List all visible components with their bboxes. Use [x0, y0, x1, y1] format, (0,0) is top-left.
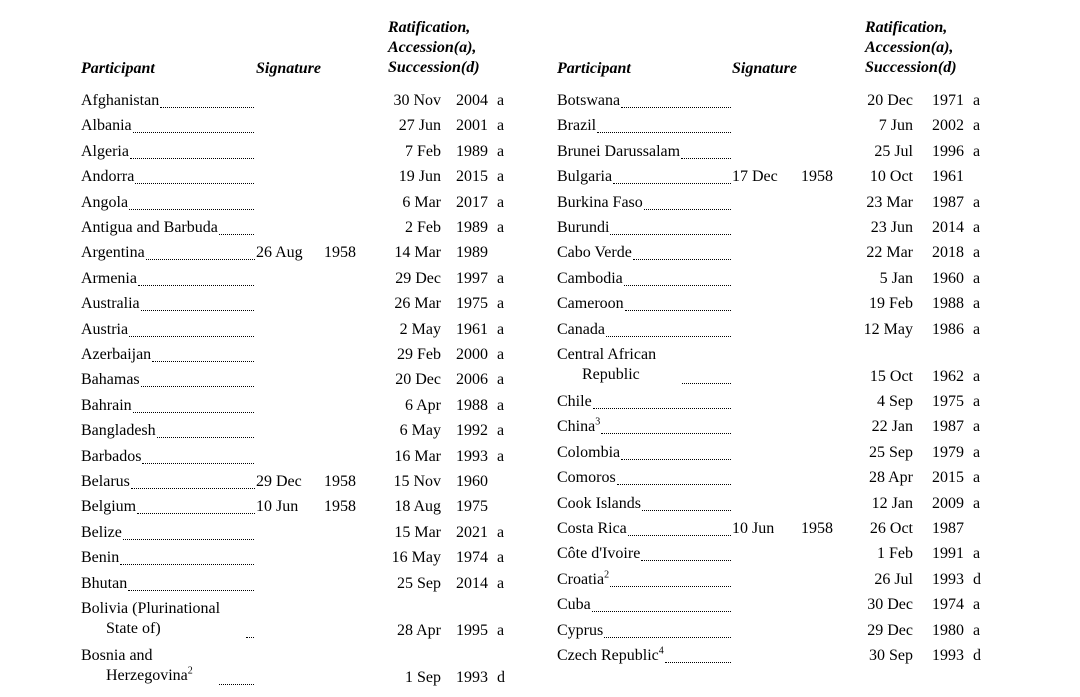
participant-name [557, 294, 624, 314]
ratification-year: 2002 [932, 117, 964, 135]
participant-name-line: Herzegovina$^2$ [106, 665, 193, 684]
ratification-year: 2000 [456, 346, 488, 363]
ratification-year: 2006 [456, 371, 488, 389]
participant-name-line: Azerbaijan [81, 346, 152, 363]
ratification-type: a [973, 269, 981, 287]
table-row [0, 218, 1080, 243]
header-ratification-left [388, 18, 480, 78]
ratification-year: 2018 [932, 244, 964, 262]
signature-date: 17 Dec [732, 168, 778, 186]
participant-name [557, 193, 643, 213]
ratification-type: a [973, 193, 981, 211]
leader-dots [610, 584, 731, 587]
ratification-date: 7 Jun [878, 117, 913, 135]
leader-dots [644, 207, 731, 210]
ratification-year: 2014 [932, 219, 964, 236]
ratification-year: 1986 [932, 320, 964, 338]
ratification-date: 22 Jan [871, 418, 913, 436]
participant-name-line: State of) [106, 620, 161, 637]
header-succession-line: Succession(d) [388, 59, 480, 76]
ratification-date: 23 Jun [870, 219, 913, 236]
participant-name-line: Bulgaria [557, 168, 613, 186]
participant-name [557, 218, 609, 238]
ratification-date: 12 May [863, 320, 913, 338]
participant-name-line: Albania [81, 117, 132, 135]
participant-name [557, 243, 632, 263]
ratification-type: a [973, 596, 981, 614]
table-row [0, 494, 1080, 519]
ratification-type: a [973, 142, 981, 160]
ratification-type: a [973, 320, 981, 338]
leader-dots [624, 283, 731, 286]
ratification-type: a [497, 92, 505, 109]
ratification-date: 20 Dec [867, 92, 913, 109]
participant-name-line: Comoros [557, 469, 616, 487]
ratification-year: 1993 [932, 647, 964, 664]
table-row [0, 595, 1080, 620]
ratification-type: a [497, 117, 505, 135]
participant-name-line: Czech Republic$^4$ [557, 645, 664, 664]
ratification-date: 29 Dec [395, 269, 441, 287]
ratification-year: 1975 [456, 498, 488, 516]
table-row [0, 392, 1080, 417]
signature-date: 29 Dec [256, 473, 302, 490]
ratification-type: a [497, 396, 505, 414]
participant-name [557, 269, 623, 289]
table-row [0, 142, 1080, 167]
ratification-date: 5 Jan [879, 269, 913, 287]
ratification-year: 1975 [456, 295, 488, 313]
ratification-type: d [497, 669, 505, 686]
participant-name-line: Cameroon [557, 295, 624, 313]
participant-name [557, 595, 591, 615]
ratification-date: 6 Mar [402, 193, 441, 211]
table-row [0, 443, 1080, 468]
ratification-type: a [497, 549, 505, 567]
participant-name-line: Côte d'Ivoire [557, 545, 641, 563]
participant-name-line: Argentina [81, 244, 145, 262]
participant-name-line: Bahamas [81, 371, 140, 389]
ratification-date: 16 Mar [394, 447, 441, 465]
participant-name [557, 417, 600, 437]
signature-year: 1958 [801, 168, 833, 186]
table-row [0, 345, 1080, 392]
ratification-year: 1974 [932, 596, 964, 614]
ratification-date: 14 Mar [394, 244, 441, 262]
ratification-year: 2015 [456, 168, 488, 186]
ratification-year: 1975 [932, 393, 964, 410]
table-row [0, 116, 1080, 141]
participant-name-line: Botswana [557, 92, 621, 109]
participant-name-line: Croatia$^2$ [557, 569, 610, 588]
signature-date: 10 Jun [732, 520, 775, 537]
ratification-type: a [973, 393, 981, 410]
ratification-date: 4 Sep [877, 393, 913, 410]
ratification-type: d [973, 647, 981, 664]
leader-dots [641, 558, 731, 561]
ratification-date: 6 Apr [405, 396, 441, 414]
table-row [0, 243, 1080, 268]
ratification-type: a [973, 443, 981, 461]
header-participant-right: Participant [557, 60, 631, 77]
ratification-year: 1992 [456, 422, 488, 440]
ratification-type: d [973, 570, 981, 588]
ratification-year: 1993 [932, 570, 964, 588]
leader-dots [604, 635, 731, 638]
participant-name-line: Benin [81, 549, 120, 567]
signature-year: 1958 [801, 520, 833, 537]
participant-name-line: Burundi [557, 219, 610, 236]
table-row [0, 320, 1080, 345]
ratification-year: 1989 [456, 244, 488, 262]
ratification-type: a [973, 621, 981, 639]
participant-name-line: Canada [557, 320, 605, 338]
ratification-type: a [497, 622, 505, 639]
ratification-year: 1989 [456, 142, 488, 160]
leader-dots [681, 156, 731, 159]
ratification-date: 19 Feb [869, 295, 913, 313]
ratification-year: 1993 [456, 447, 488, 465]
ratification-date: 7 Feb [405, 142, 441, 160]
ratification-year: 2017 [456, 193, 488, 211]
header-signature-right: Signature [732, 60, 797, 77]
participant-name [557, 468, 616, 488]
leader-dots [642, 508, 731, 511]
signature-year: 1958 [324, 473, 356, 490]
participant-name-line: Belgium [81, 498, 137, 516]
header-ratification-right [865, 18, 957, 78]
ratification-year: 1997 [456, 269, 488, 287]
header-ratification-line: Ratification, [388, 19, 471, 36]
participant-name [557, 167, 612, 187]
ratification-year: 1989 [456, 219, 488, 236]
ratification-type: a [497, 193, 505, 211]
ratification-type: a [973, 219, 981, 236]
participant-name-line: Costa Rica [557, 520, 627, 537]
participant-name-line: Armenia [81, 269, 137, 287]
participant-name-line: Algeria [81, 142, 129, 160]
participant-name-line: Bahrain [81, 396, 132, 414]
leader-dots [621, 457, 731, 460]
leader-dots [610, 232, 731, 235]
ratification-date: 25 Sep [397, 574, 441, 592]
ratification-year: 1987 [932, 520, 964, 537]
participant-name-line: Afghanistan [81, 92, 160, 109]
ratification-year: 2014 [456, 574, 488, 592]
ratification-year: 1987 [932, 193, 964, 211]
participant-name-line: Burkina Faso [557, 193, 643, 211]
ratification-year: 1960 [456, 473, 488, 490]
ratification-type: a [497, 320, 505, 338]
ratification-year: 1974 [456, 549, 488, 567]
ratification-date: 30 Dec [867, 596, 913, 614]
ratification-date: 1 Sep [405, 669, 441, 686]
ratification-year: 1979 [932, 443, 964, 461]
footnote-marker: 2 [187, 665, 193, 677]
participant-name-line: Angola [81, 193, 129, 211]
footnote-marker: 2 [604, 569, 610, 581]
ratification-date: 30 Nov [393, 92, 441, 109]
ratification-type: a [973, 494, 981, 512]
ratification-date: 28 Apr [869, 469, 913, 487]
participant-name-line: Bhutan [81, 574, 128, 592]
header-succession-line: Succession(d) [865, 59, 957, 76]
leader-dots [219, 682, 254, 685]
ratification-type: a [497, 447, 505, 465]
ratification-date: 19 Jun [398, 168, 441, 186]
ratification-year: 1980 [932, 621, 964, 639]
ratification-type: a [973, 117, 981, 135]
participant-name [557, 519, 627, 539]
ratification-date: 27 Jun [398, 117, 441, 135]
ratification-type: a [973, 368, 981, 385]
ratification-date: 23 Mar [866, 193, 913, 211]
ratification-date: 15 Nov [393, 473, 441, 490]
leader-dots [633, 257, 731, 260]
leader-dots [606, 334, 731, 337]
ratification-date: 15 Mar [394, 523, 441, 541]
participant-name-line: Barbados [81, 447, 142, 465]
leader-dots [597, 130, 731, 133]
participant-name-line: Antigua and Barbuda [81, 219, 218, 236]
participant-name-line: Cambodia [557, 269, 623, 287]
ratification-type: a [497, 295, 505, 313]
ratification-date: 26 Mar [394, 295, 441, 313]
ratification-year: 2004 [456, 92, 488, 109]
ratification-date: 22 Mar [866, 244, 913, 262]
leader-dots [617, 482, 731, 485]
table-row [0, 193, 1080, 218]
ratification-date: 29 Feb [397, 346, 441, 363]
leader-dots [613, 181, 731, 184]
participant-name [557, 544, 640, 564]
leader-dots [625, 308, 731, 311]
leader-dots [665, 660, 731, 663]
ratification-year: 2009 [932, 494, 964, 512]
table-row [0, 167, 1080, 192]
ratification-date: 12 Jan [871, 494, 913, 512]
table-row [0, 646, 1080, 671]
table-row [0, 570, 1080, 595]
signature-year: 1958 [324, 498, 356, 516]
ratification-year: 1962 [932, 368, 964, 385]
table-row [0, 417, 1080, 442]
participant-name-line: Australia [81, 295, 140, 313]
participant-name-line: China$^3$ [557, 417, 601, 436]
ratification-year: 1991 [932, 545, 964, 563]
signature-date: 26 Aug [256, 244, 303, 262]
ratification-date: 25 Sep [869, 443, 913, 461]
participant-name [557, 494, 641, 514]
ratification-year: 1988 [932, 295, 964, 313]
participant-name-line: Central African [557, 346, 657, 363]
ratification-date: 10 Oct [869, 168, 913, 186]
ratification-date: 29 Dec [867, 621, 913, 639]
participant-name-line: Bolivia (Plurinational [81, 600, 221, 617]
participant-name-line: Bangladesh [81, 422, 156, 440]
ratification-type: a [497, 346, 505, 363]
ratification-type: a [973, 295, 981, 313]
leader-dots [593, 406, 731, 409]
ratification-type: a [973, 92, 981, 109]
ratification-year: 1988 [456, 396, 488, 414]
ratification-year: 2001 [456, 117, 488, 135]
ratification-date: 1 Feb [877, 545, 913, 563]
signature-year: 1958 [324, 244, 356, 262]
leader-dots [621, 105, 731, 108]
table-row [0, 519, 1080, 544]
ratification-year: 1996 [932, 142, 964, 160]
ratification-year: 1993 [456, 669, 488, 686]
ratification-type: a [973, 469, 981, 487]
header-participant-left: Participant [81, 60, 155, 77]
participant-name-line: Belarus [81, 473, 130, 490]
footnote-marker: 4 [658, 645, 664, 657]
ratification-type: a [973, 545, 981, 563]
footnote-marker: 3 [595, 417, 601, 429]
ratification-year: 1987 [932, 418, 964, 436]
participant-name-line: Bosnia and [81, 647, 153, 664]
ratification-date: 26 Oct [869, 520, 913, 537]
participant-name-line: Cyprus [557, 621, 604, 639]
ratification-date: 2 Feb [405, 219, 441, 236]
ratification-date: 26 Jul [874, 570, 913, 588]
participant-name [557, 116, 596, 136]
ratification-type: a [973, 244, 981, 262]
participant-name [557, 646, 664, 666]
participant-name-line: Cook Islands [557, 494, 641, 512]
ratification-date: 25 Jul [874, 142, 913, 160]
leader-dots [601, 431, 731, 434]
table-row [0, 269, 1080, 294]
header-accession-line: Accession(a), [865, 39, 954, 56]
leader-dots [682, 381, 731, 384]
ratification-date: 15 Oct [869, 368, 913, 385]
header-ratification-line: Ratification, [865, 19, 948, 36]
participant-name-line: Brunei Darussalam [557, 142, 681, 160]
participant-name-line: Chile [557, 393, 592, 410]
participant-name-line: Cabo Verde [557, 244, 632, 262]
leader-dots [592, 609, 731, 612]
participant-name [557, 621, 603, 641]
ratification-type: a [497, 168, 505, 186]
ratification-date: 28 Apr [397, 622, 441, 639]
table-row [0, 544, 1080, 569]
table-row [0, 468, 1080, 493]
ratification-type: a [497, 269, 505, 287]
ratification-type: a [497, 574, 505, 592]
ratification-year: 2021 [456, 523, 488, 541]
ratification-type: a [497, 422, 505, 440]
ratification-date: 6 May [399, 422, 441, 440]
ratification-type: a [497, 142, 505, 160]
ratification-type: a [497, 371, 505, 389]
ratification-date: 20 Dec [395, 371, 441, 389]
header-accession-line: Accession(a), [388, 39, 477, 56]
ratification-type: a [497, 523, 505, 541]
ratification-type: a [973, 418, 981, 436]
ratification-date: 16 May [391, 549, 441, 567]
ratification-year: 1995 [456, 622, 488, 639]
signature-date: 10 Jun [256, 498, 299, 516]
participant-name [557, 570, 609, 590]
ratification-date: 30 Sep [869, 647, 913, 664]
participant-name [557, 91, 620, 111]
ratification-date: 2 May [399, 320, 441, 338]
ratification-year: 2015 [932, 469, 964, 487]
participant-name-line: Andorra [81, 168, 135, 186]
participant-name-line: Austria [81, 320, 129, 338]
participant-name [557, 142, 680, 162]
ratification-date: 18 Aug [394, 498, 441, 516]
participant-name-line: Republic [582, 366, 640, 383]
participant-name-line: Colombia [557, 443, 621, 461]
ratification-year: 1961 [456, 320, 488, 338]
participant-name [557, 345, 656, 385]
table-row [0, 91, 1080, 116]
participant-name-line: Brazil [557, 117, 597, 135]
participant-name [557, 443, 620, 463]
ratification-type: a [497, 219, 505, 236]
ratification-year: 1971 [932, 92, 964, 109]
participant-name-line: Belize [81, 523, 122, 541]
participant-name [557, 320, 605, 340]
table-row [0, 621, 1080, 646]
participant-name-line: Cuba [557, 596, 591, 614]
ratification-year: 1961 [932, 168, 964, 186]
header-signature-left: Signature [256, 60, 321, 77]
leader-dots [628, 533, 731, 536]
ratification-year: 1960 [932, 269, 964, 287]
participant-name [557, 392, 592, 412]
table-row [0, 294, 1080, 319]
